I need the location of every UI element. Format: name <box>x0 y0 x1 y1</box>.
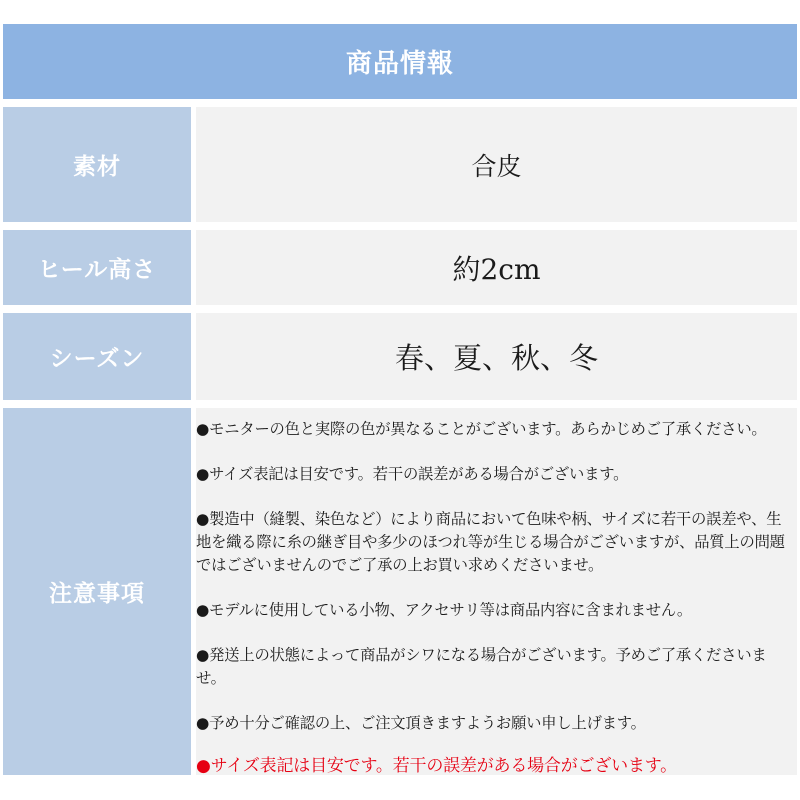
note-item: ●製造中（縫製、染色など）により商品において色味や柄、サイズに若干の誤差や、生地を織る際に糸の継ぎ目や多少のほつれ等が生じる場合がございますが、品質上の問題ではございませんのでご了承の上お買い求めくださいませ。 <box>196 510 785 574</box>
note-item: ●モデルに使用している小物、アクセサリ等は商品内容に含まれません。 <box>196 601 692 619</box>
row-material <box>3 107 797 222</box>
row-season <box>3 313 797 400</box>
notes-label: 注意事項 <box>3 408 191 775</box>
warning-note: ●サイズ表記は目安です。若干の誤差がある場合がございます。 <box>196 756 677 776</box>
table-header <box>3 24 797 99</box>
season-value: 春、夏、秋、冬 <box>196 313 797 400</box>
row-heel-height <box>3 230 797 305</box>
note-item: ●発送上の状態によって商品がシワになる場合がございます。予めご了承くださいませ。 <box>196 646 767 687</box>
header-title: 商品情報 <box>345 49 454 79</box>
heel-height-value: 約2cm <box>196 230 797 305</box>
note-item: ●予め十分ご確認の上、ご注文頂きますようお願い申し上げます。 <box>196 714 646 732</box>
notes-list <box>196 408 797 775</box>
note-item: ●モニターの色と実際の色が異なることがございます。あらかじめご了承ください。 <box>196 420 767 438</box>
heel-height-label: ヒール高さ <box>3 230 191 305</box>
material-value: 合皮 <box>196 107 797 222</box>
note-item: ●サイズ表記は目安です。若干の誤差がある場合がございます。 <box>196 465 629 483</box>
season-label: シーズン <box>3 313 191 400</box>
material-label: 素材 <box>3 107 191 222</box>
row-notes <box>3 408 797 775</box>
